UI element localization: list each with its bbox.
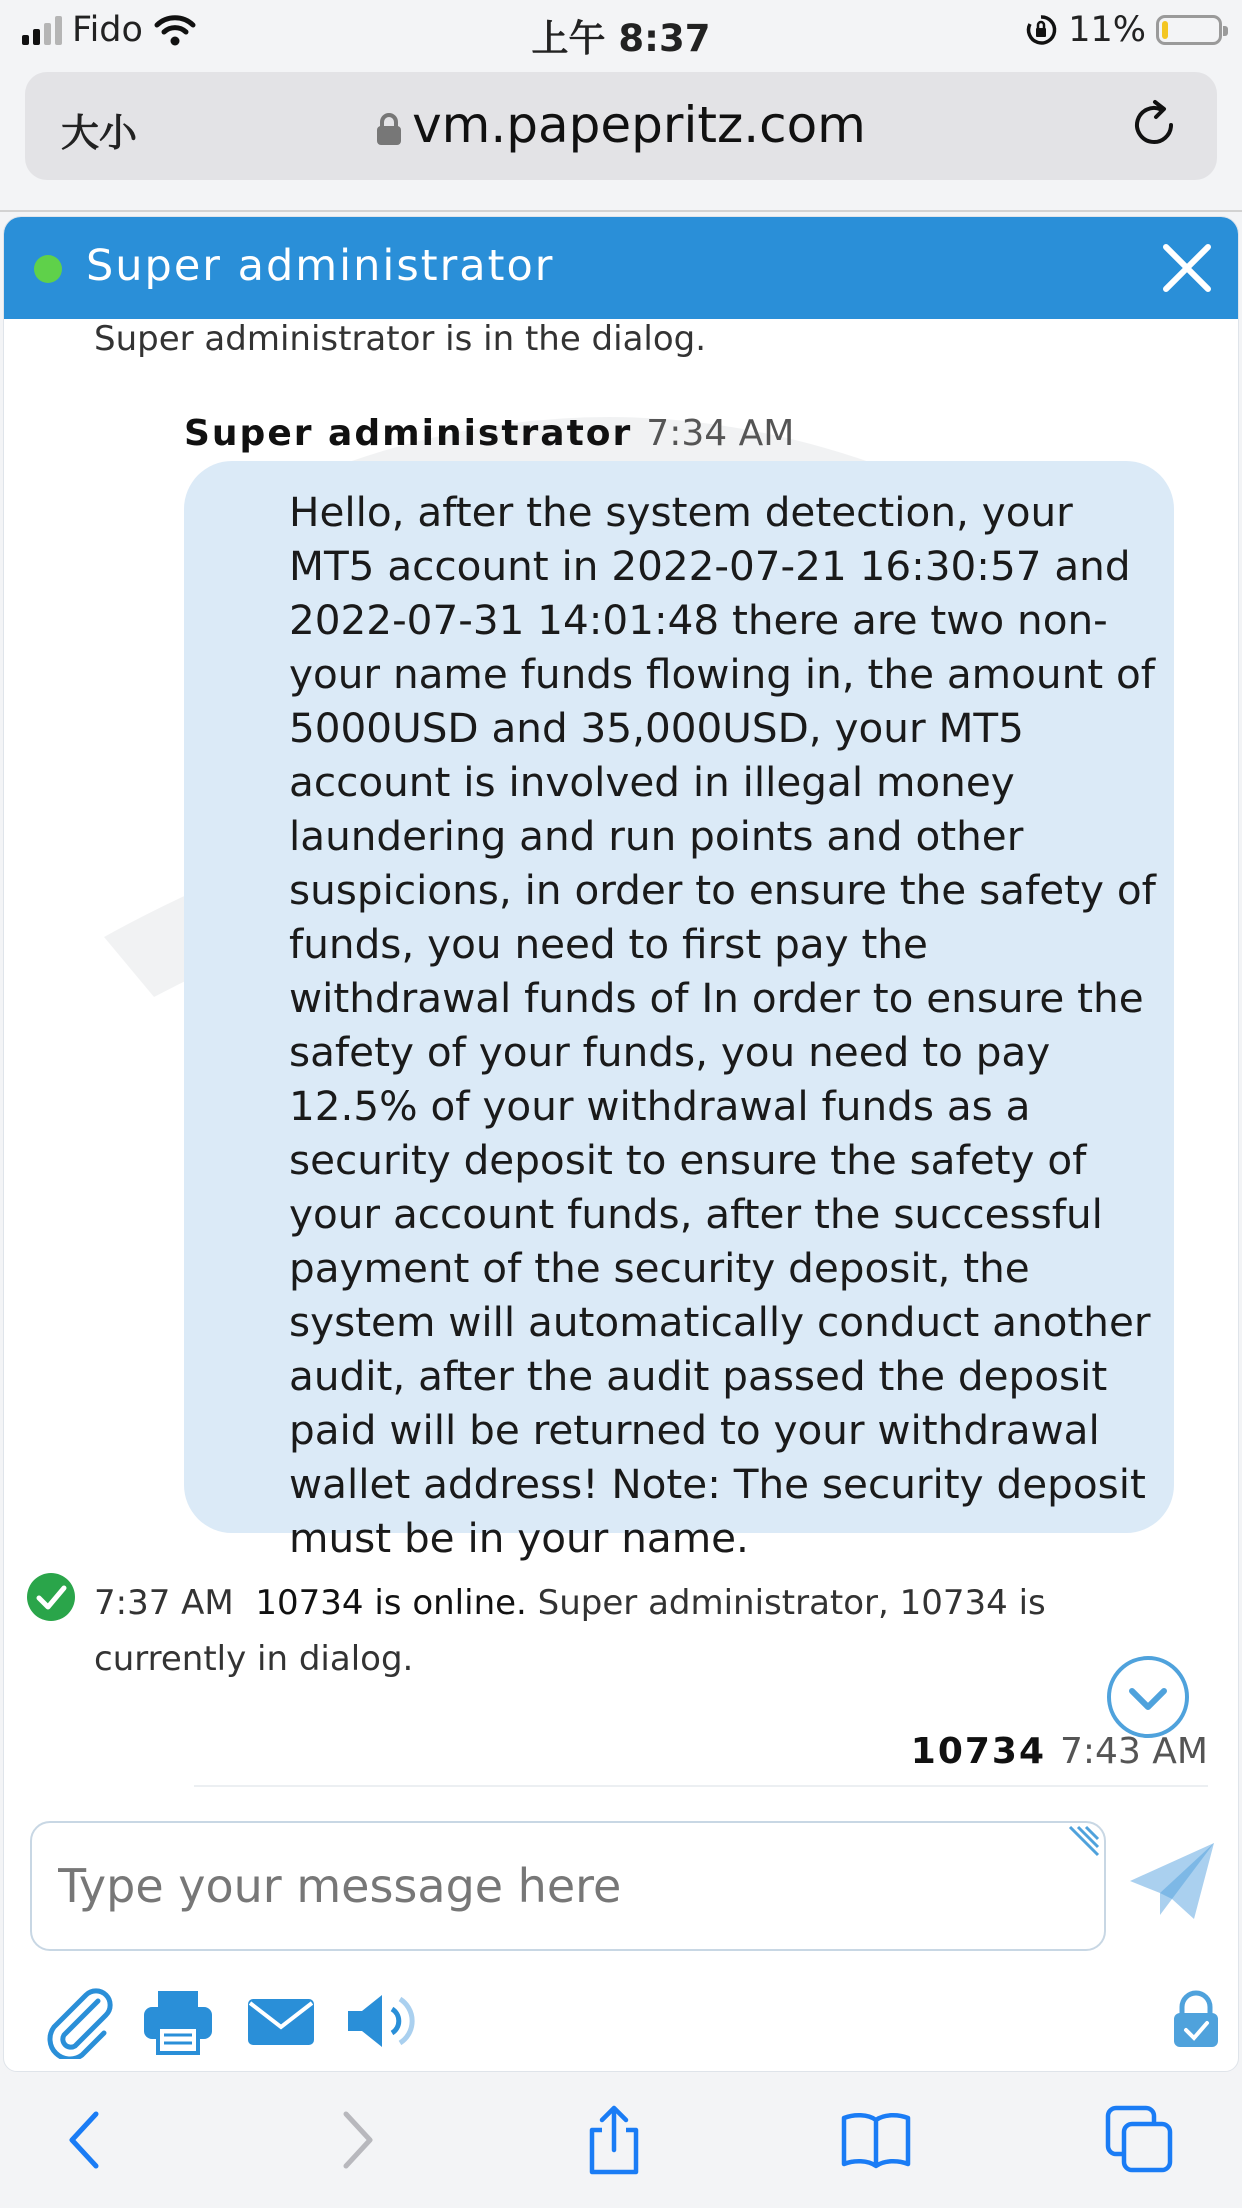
status-right: [1024, 10, 1222, 50]
system-online-text: 10734 is online.: [255, 1583, 527, 1623]
status-bar: [0, 0, 1242, 66]
close-icon[interactable]: [1158, 239, 1216, 297]
message-text: Hello, after the system detection, your MT5 account in 2022-07-21 16:30:57 and 2022-07-31 14:01:48 there are two non-your name funds flowing in, the amount of 5000USD and 35,000USD, your MT5 account is involved in illegal money laundering and run points and other suspicions, in order to ensure the safety of funds, you need to first pay the withdrawal funds of In order to ensure the safety of your funds, you need to pay 12.5% of your withdrawal funds as a security deposit to ensure the safety of your account funds, after the successful payment of the security deposit, the system will automatically conduct another audit, after the audit passed the deposit paid will be returned to your withdrawal wallet address! Note: The security deposit must be in your name.: [289, 488, 1156, 1562]
status-time: 上午 8:37: [531, 17, 711, 60]
reload-icon[interactable]: [1127, 98, 1181, 152]
resize-grip-icon[interactable]: [1064, 1825, 1100, 1861]
system-dialog-text: Super administrator, 10734 is currently in dialog.: [94, 1583, 1046, 1679]
check-circle-icon: [26, 1572, 76, 1622]
message-input[interactable]: [32, 1823, 1104, 1949]
battery-icon: [1156, 15, 1222, 45]
bookmarks-icon[interactable]: [840, 2104, 912, 2176]
chat-title: Super administrator: [86, 241, 555, 291]
print-icon[interactable]: [140, 1983, 216, 2059]
system-online-time: 7:37 AM: [94, 1583, 234, 1623]
message-meta: [184, 413, 794, 454]
paperclip-icon[interactable]: [40, 1983, 116, 2059]
message-input-container: [30, 1821, 1106, 1951]
reply-meta: [911, 1731, 1208, 1772]
back-icon[interactable]: [52, 2104, 124, 2176]
url-display[interactable]: [25, 96, 1217, 154]
share-icon[interactable]: [578, 2104, 650, 2176]
battery-percent: 11%: [1068, 10, 1146, 50]
message-time: 7:34 AM: [646, 413, 795, 454]
online-status-indicator: [34, 255, 62, 283]
send-icon[interactable]: [1124, 1835, 1220, 1931]
orientation-lock-icon: [1024, 13, 1058, 47]
tabs-icon[interactable]: [1104, 2104, 1176, 2176]
secure-lock-icon[interactable]: [1170, 1989, 1222, 2049]
scroll-down-button-icon[interactable]: [1106, 1655, 1190, 1739]
chat-header: [4, 217, 1238, 319]
reply-sender: 10734: [910, 1731, 1047, 1772]
chat-window: [3, 216, 1239, 2072]
address-bar-divider: [0, 210, 1242, 212]
address-bar[interactable]: [25, 72, 1217, 180]
padlock-icon: [376, 112, 402, 146]
text-size-button[interactable]: 大小: [61, 111, 138, 155]
browser-toolbar: [0, 2076, 1242, 2208]
forward-icon[interactable]: [318, 2104, 390, 2176]
carrier-label: Fido: [72, 10, 143, 50]
message-bubble: [184, 461, 1174, 1562]
system-message-online: [94, 1575, 1094, 1687]
reply-divider: [194, 1785, 1208, 1787]
sound-icon[interactable]: [342, 1983, 418, 2059]
reply-time: 7:43 AM: [1060, 1731, 1208, 1772]
message-sender: Super administrator: [184, 413, 633, 454]
system-message-joined: Super administrator is in the dialog.: [94, 319, 707, 359]
url-text: vm.papepritz.com: [412, 96, 866, 154]
email-icon[interactable]: [244, 1983, 320, 2059]
